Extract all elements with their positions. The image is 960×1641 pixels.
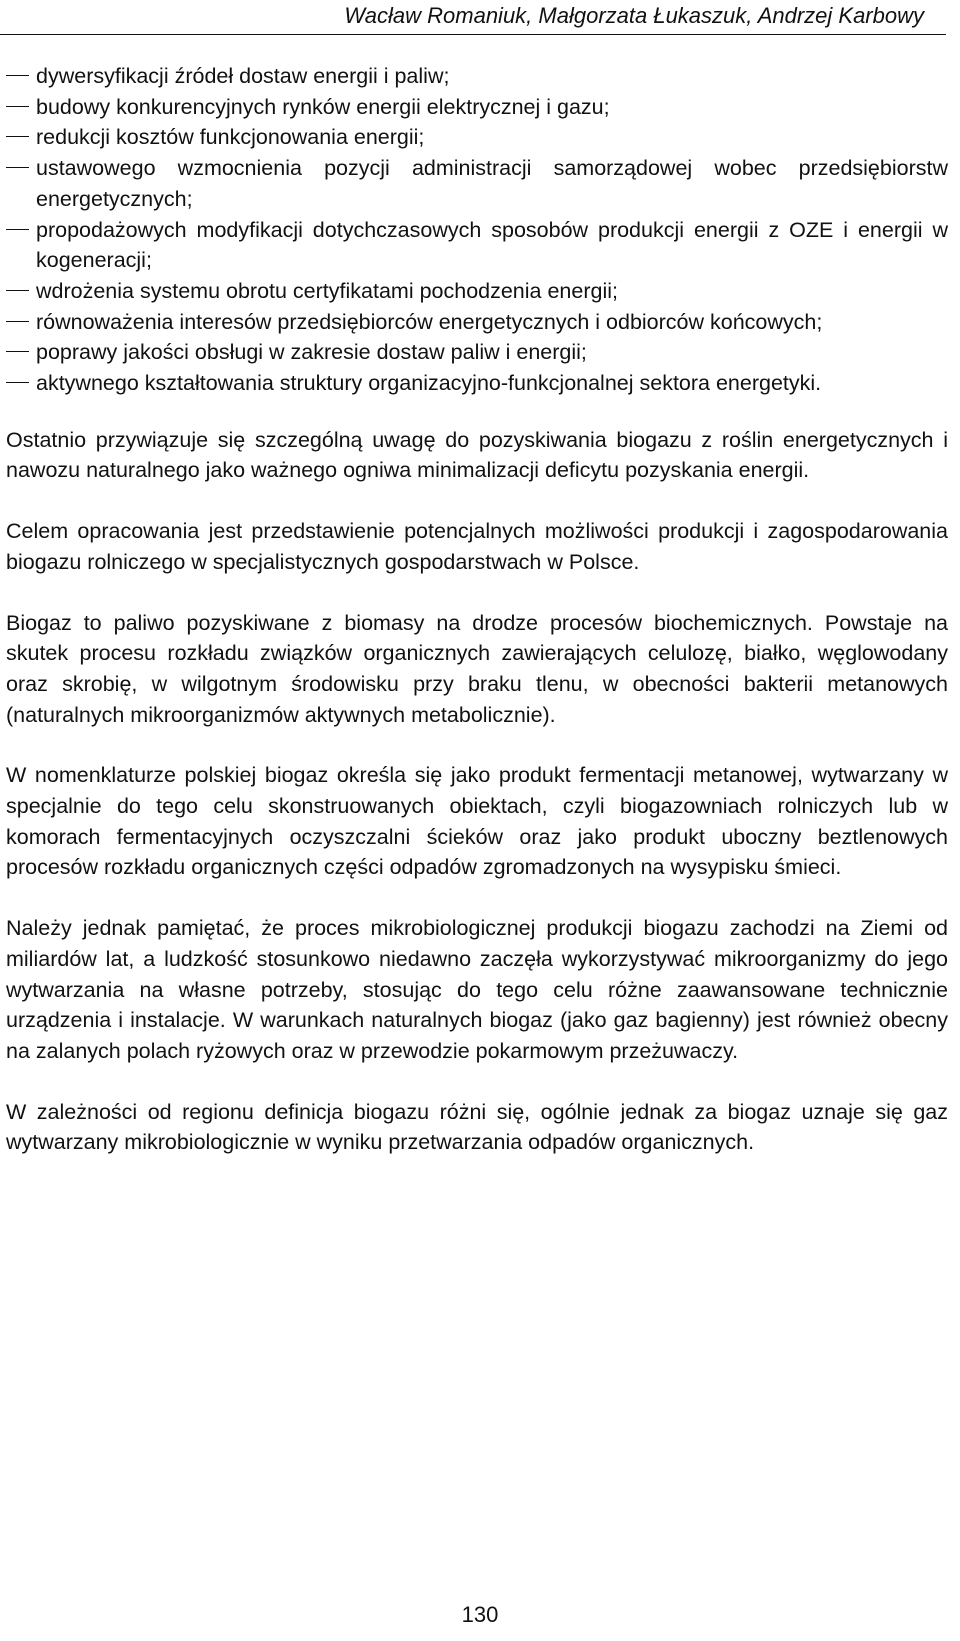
list-item xyxy=(6,61,948,92)
list-item-text: ustawowego wzmocnienia pozycji administracji samorządowej wobec przedsiębiorstw energetycznych; xyxy=(36,156,948,211)
list-item xyxy=(6,215,948,276)
dash-bullet-icon xyxy=(6,106,29,107)
list-item-text: redukcji kosztów funkcjonowania energii; xyxy=(36,125,425,150)
list-item-text: dywersyfikacji źródeł dostaw energii i paliw; xyxy=(36,64,450,88)
dash-bullet-icon xyxy=(6,290,29,291)
page-content xyxy=(6,61,948,1158)
dash-bullet-icon xyxy=(6,351,29,352)
list-item-text: propodażowych modyfikacji dotychczasowych sposobów produkcji energii z OZE i energii w kogeneracji; xyxy=(36,217,948,273)
list-item xyxy=(6,307,948,338)
list-item-text: wdrożenia systemu obrotu certyfikatami pochodzenia energii; xyxy=(36,278,618,303)
running-header-authors: Wacław Romaniuk, Małgorzata Łukaszuk, Andrzej Karbowy xyxy=(344,3,924,28)
list-item xyxy=(6,92,948,123)
list-item xyxy=(6,368,948,399)
dash-bullet-icon xyxy=(6,136,29,137)
dash-bullet-icon xyxy=(6,75,29,76)
dash-bullet-icon xyxy=(6,321,29,322)
dash-bullet-icon xyxy=(6,382,29,383)
header-rule xyxy=(0,34,946,35)
bullet-list xyxy=(6,61,948,399)
paragraph-biogas-definition: Biogaz to paliwo pozyskiwane z biomasy na drodze procesów biochemicznych. Powstaje na skutek procesu rozkładu związków organicznych zawierających celulozę, białko, węglowodany oraz skrobię, w wilgotnym środowisku przy braku tlenu, w obecności bakterii metanowych (naturalnych mikroorganizmów aktywnych metabolicznie). xyxy=(6,610,948,727)
paragraph-history: Należy jednak pamiętać, że proces mikrobiologicznej produkcji biogazu zachodzi na Ziemi od miliardów lat, a ludzkość stosunkowo niedawno zaczęła wykorzystywać mikroorganizmy do jego wytwarzania na własne potrzeby, stosując do tego celu różne zaawansowane technicznie urządzenia i instalacje. W warunkach naturalnych biogaz (jako gaz bagienny) jest również obecny na zalanych polach ryżowych oraz w przewodzie pokarmowym przeżuwaczy. xyxy=(6,916,948,1063)
paragraph-biogas-focus: Ostatnio przywiązuje się szczególną uwagę do pozyskiwania biogazu z roślin energetycznych i nawozu naturalnego jako ważnego ogniwa minimalizacji deficytu pozyskania energii. xyxy=(6,427,948,483)
dash-bullet-icon xyxy=(6,167,29,168)
list-item xyxy=(6,153,948,214)
paragraph-aim: Celem opracowania jest przedstawienie potencjalnych możliwości produkcji i zagospodarowania biogazu rolniczego w specjalistycznych gospodarstwach w Polsce. xyxy=(6,519,948,574)
list-item-text: poprawy jakości obsługi w zakresie dostaw paliw i energii; xyxy=(36,340,587,365)
page-number: 130 xyxy=(461,1602,499,1627)
paragraph-nomenclature: W nomenklaturze polskiej biogaz określa się jako produkt fermentacji metanowej, wytwarzany w specjalnie do tego celu skonstruowanych obiektach, czyli biogazowniach rolniczych lub w komorach fermentacyjnych oczyszczalni ścieków oraz jako produkt uboczny beztlenowych procesów rozkładu organicznych części odpadów zgromadzonych na wysypisku śmieci. xyxy=(6,763,948,880)
list-item xyxy=(6,276,948,307)
list-item xyxy=(6,337,948,368)
list-item-text: równoważenia interesów przedsiębiorców energetycznych i odbiorców końcowych; xyxy=(36,309,823,334)
list-item-text: budowy konkurencyjnych rynków energii elektrycznej i gazu; xyxy=(36,94,610,119)
list-item xyxy=(6,122,948,153)
list-item-text: aktywnego kształtowania struktury organizacyjno-funkcjonalnej sektora energetyki. xyxy=(36,371,822,396)
paragraph-regional-definition: W zależności od regionu definicja biogazu różni się, ogólnie jednak za biogaz uznaje się gaz wytwarzany mikrobiologicznie w wyniku przetwarzania odpadów organicznych. xyxy=(6,1099,948,1155)
dash-bullet-icon xyxy=(6,229,29,230)
